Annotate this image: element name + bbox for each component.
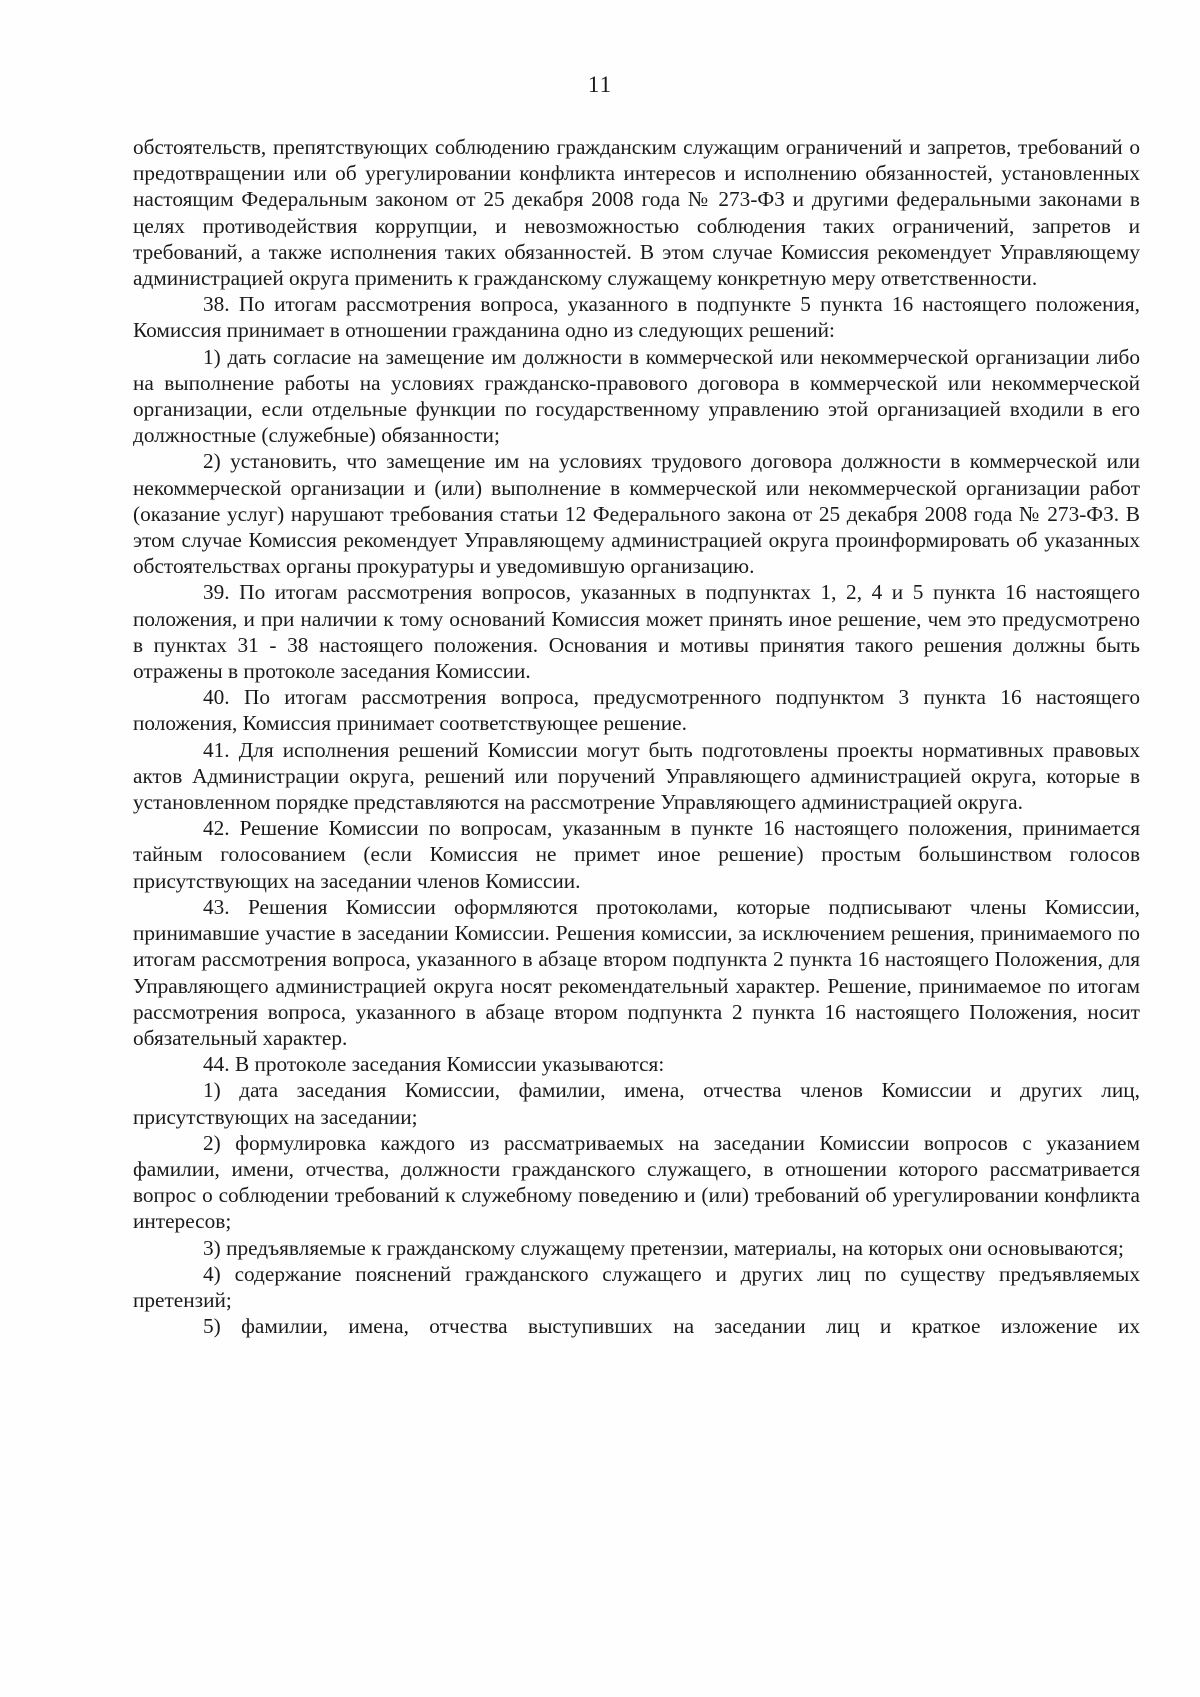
paragraph-43: 43. Решения Комиссии оформляются протоколами, которые подписывают члены Комиссии, принимавшие участие в заседании Комиссии. Решения комиссии, за исключением решения, принимаемого по итогам рассмотрения вопроса, указанного в абзаце втором подпункта 2 пункта 16 настоящего Положения, для Управляющего администрацией округа носят рекомендательный характер. Решение, принимаемое по итогам рассмотрения вопроса, указанного в абзаце втором подпункта 2 пункта 16 настоящего Положения, носит обязательный характер. [133, 894, 1140, 1050]
document-body [133, 134, 1140, 1339]
paragraph-38: 38. По итогам рассмотрения вопроса, указанного в подпункте 5 пункта 16 настоящего положения, Комиссия принимает в отношении гражданина одно из следующих решений: [133, 292, 1140, 343]
paragraph-38-item-1: 1) дать согласие на замещение им должности в коммерческой или некоммерческой организации либо на выполнение работы на условиях гражданско-правового договора в коммерческой или некоммерческой организации, если отдельные функции по государственному управлению этой организацией входили в его должностные (служебные) обязанности; [133, 344, 1140, 448]
paragraph-38-item-2: 2) установить, что замещение им на условиях трудового договора должности в коммерческой или некоммерческой организации и (или) выполнение в коммерческой или некоммерческой организации работ (оказание услуг) нарушают требования статьи 12 Федерального закона от 25 декабря 2008 года № 273-ФЗ. В этом случае Комиссия рекомендует Управляющему администрацией округа проинформировать об указанных обстоятельствах органы прокуратуры и уведомившую организацию. [133, 449, 1140, 579]
paragraph-44-item-1: 1) дата заседания Комиссии, фамилии, имена, отчества членов Комиссии и других лиц, присутствующих на заседании; [133, 1078, 1140, 1129]
paragraph-40: 40. По итогам рассмотрения вопроса, предусмотренного подпунктом 3 пункта 16 настоящего положения, Комиссия принимает соответствующее решение. [133, 685, 1140, 736]
paragraph-44-item-3: 3) предъявляемые к гражданскому служащему претензии, материалы, на которых они основываются; [203, 1235, 1124, 1260]
page-number: 11 [587, 72, 613, 97]
paragraph-continuation: обстоятельств, препятствующих соблюдению гражданским служащим ограничений и запретов, требований о предотвращении или об урегулировании конфликта интересов и исполнению обязанностей, установленных настоящим Федеральным законом от 25 декабря 2008 года № 273-ФЗ и другими федеральными законами в целях противодействия коррупции, и невозможностью соблюдения таких ограничений, запретов и требований, а также исполнения таких обязанностей. В этом случае Комиссия рекомендует Управляющему администрацией округа применить к гражданскому служащему конкретную меру ответственности. [133, 135, 1140, 291]
paragraph-44: 44. В протоколе заседания Комиссии указываются: [203, 1052, 665, 1077]
paragraph-39: 39. По итогам рассмотрения вопросов, указанных в подпунктах 1, 2, 4 и 5 пункта 16 настоящего положения, и при наличии к тому оснований Комиссия может принять иное решение, чем это предусмотрено в пунктах 31 - 38 настоящего положения. Основания и мотивы принятия такого решения должны быть отражены в протоколе заседания Комиссии. [133, 580, 1140, 684]
paragraph-44-item-4: 4) содержание пояснений гражданского служащего и других лиц по существу предъявляемых претензий; [133, 1261, 1140, 1312]
paragraph-44-item-2: 2) формулировка каждого из рассматриваемых на заседании Комиссии вопросов с указанием фамилии, имени, отчества, должности гражданского служащего, в отношении которого рассматривается вопрос о соблюдении требований к служебному поведению и (или) требований об урегулировании конфликта интересов; [133, 1130, 1140, 1234]
paragraph-42: 42. Решение Комиссии по вопросам, указанным в пункте 16 настоящего положения, принимается тайным голосованием (если Комиссия не примет иное решение) простым большинством голосов присутствующих на заседании членов Комиссии. [133, 816, 1140, 893]
paragraph-44-item-5: 5) фамилии, имена, отчества выступивших на заседании лиц и краткое изложение их [203, 1314, 1140, 1339]
paragraph-41: 41. Для исполнения решений Комиссии могут быть подготовлены проекты нормативных правовых актов Администрации округа, решений или поручений Управляющего администрацией округа, которые в установленном порядке представляются на рассмотрение Управляющего администрацией округа. [133, 737, 1140, 815]
